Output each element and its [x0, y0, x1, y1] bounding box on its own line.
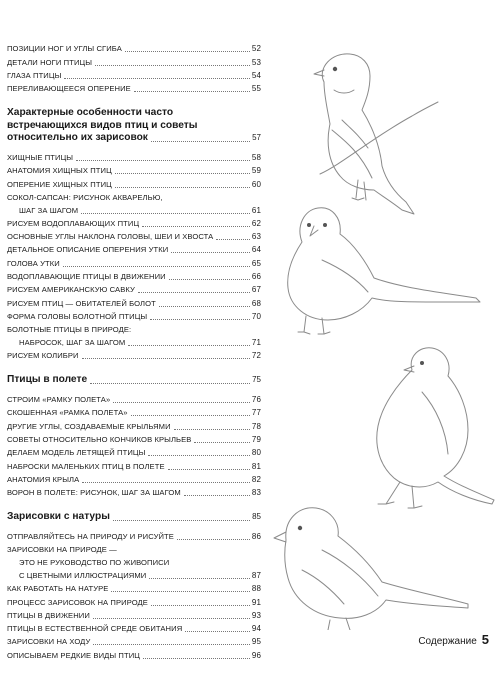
- dot-leader: [177, 539, 250, 540]
- toc-entry-title: РИСУЕМ КОЛИБРИ: [7, 351, 79, 361]
- toc-entry: [7, 406, 261, 419]
- dot-leader: [115, 187, 250, 188]
- toc-page-number: 60: [251, 179, 261, 189]
- toc-entry-title: РИСУЕМ ПТИЦ — ОБИТАТЕЛЕЙ БОЛОТ: [7, 298, 156, 308]
- toc-page-number: 88: [251, 584, 261, 594]
- toc-page-number: 91: [251, 597, 261, 607]
- toc-entry: [7, 349, 261, 362]
- toc-entry-title: ОТПРАВЛЯЙТЕСЬ НА ПРИРОДУ И РИСУЙТЕ: [7, 531, 174, 541]
- toc-page-number: 95: [251, 637, 261, 647]
- toc-page-number: 68: [251, 298, 261, 308]
- toc-entry-title: ВОРОН В ПОЛЕТЕ: РИСУНОК, ШАГ ЗА ШАГОМ: [7, 488, 181, 498]
- dot-leader: [142, 226, 250, 227]
- dot-leader: [90, 383, 250, 384]
- toc-section-heading: [7, 511, 261, 524]
- toc-entry: [7, 42, 261, 55]
- toc-entry: [7, 164, 261, 177]
- sparrow-sketch-3: [274, 508, 468, 630]
- toc-page-number: 54: [251, 70, 261, 80]
- table-of-contents: [7, 42, 261, 662]
- toc-entry-continuation-text: ЭТО НЕ РУКОВОДСТВО ПО ЖИВОПИСИ: [19, 557, 170, 567]
- toc-entry: [7, 530, 261, 543]
- toc-entry-continuation-text: НАБРОСОК, ШАГ ЗА ШАГОМ: [19, 337, 126, 347]
- toc-page-number: 83: [251, 488, 261, 498]
- toc-entry-title: СТРОИМ «РАМКУ ПОЛЕТА»: [7, 395, 111, 405]
- toc-page-number: 72: [251, 351, 261, 361]
- dot-leader: [82, 482, 250, 483]
- toc-page-number: 78: [251, 421, 261, 431]
- dot-leader: [95, 65, 250, 66]
- toc-entry-title: АНАТОМИЯ ХИЩНЫХ ПТИЦ: [7, 166, 112, 176]
- toc-entry: [7, 595, 261, 608]
- toc-entry: [7, 217, 261, 230]
- toc-entry: [7, 446, 261, 459]
- toc-entry-title: ПЕРЕЛИВАЮЩЕЕСЯ ОПЕРЕНИЕ: [7, 84, 131, 94]
- dot-leader: [185, 631, 250, 632]
- toc-intro-entries: [7, 42, 261, 95]
- toc-page-number: 65: [251, 258, 261, 268]
- toc-entry: [7, 82, 261, 95]
- dot-leader: [216, 239, 250, 240]
- toc-entry-title: ОПЕРЕНИЕ ХИЩНЫХ ПТИЦ: [7, 179, 112, 189]
- toc-page-number: 85: [252, 512, 261, 522]
- toc-entry-continuation-text: ШАГ ЗА ШАГОМ: [19, 205, 79, 215]
- toc-entry-continuation-text: С ЦВЕТНЫМИ ИЛЛЮСТРАЦИЯМИ: [19, 570, 147, 580]
- toc-page-number: 79: [251, 434, 261, 444]
- toc-entry: [7, 609, 261, 622]
- perched-bird-sketch: [314, 54, 438, 214]
- toc-page-number: 61: [251, 205, 261, 215]
- toc-entry-title: ГЛАЗА ПТИЦЫ: [7, 70, 62, 80]
- toc-page-number: 62: [251, 218, 261, 228]
- dot-leader: [134, 91, 250, 92]
- dot-leader: [82, 358, 250, 359]
- dot-leader: [150, 319, 250, 320]
- toc-entry-title: ДЕТАЛЬНОЕ ОПИСАНИЕ ОПЕРЕНИЯ УТКИ: [7, 245, 169, 255]
- dot-leader: [151, 141, 250, 142]
- toc-entry-title: НАБРОСКИ МАЛЕНЬКИХ ПТИЦ В ПОЛЕТЕ: [7, 461, 165, 471]
- toc-entry-title: ДРУГИЕ УГЛЫ, СОЗДАВАЕМЫЕ КРЫЛЬЯМИ: [7, 421, 171, 431]
- toc-entry: [7, 393, 261, 406]
- toc-entry: [7, 459, 261, 472]
- toc-entry: [7, 151, 261, 164]
- dot-leader: [138, 292, 250, 293]
- toc-entry-title: ОПИСЫВАЕМ РЕДКИЕ ВИДЫ ПТИЦ: [7, 650, 141, 660]
- dot-leader: [81, 213, 250, 214]
- toc-section-heading: [7, 374, 261, 387]
- toc-section-title-line: относительно их зарисовок: [7, 132, 148, 144]
- toc-entry: [7, 270, 261, 283]
- toc-page-number: 59: [251, 166, 261, 176]
- dot-leader: [174, 429, 250, 430]
- toc-section-heading: [7, 107, 261, 145]
- toc-entry-continuation: [7, 204, 261, 217]
- toc-page-number: 53: [251, 57, 261, 67]
- toc-entry: [7, 473, 261, 486]
- toc-entry-title: КАК РАБОТАТЬ НА НАТУРЕ: [7, 584, 109, 594]
- toc-entry-title: ЗАРИСОВКИ НА ПРИРОДЕ —: [7, 544, 117, 554]
- toc-entry: [7, 243, 261, 256]
- toc-page-number: 58: [251, 152, 261, 162]
- toc-page-number: 77: [251, 408, 261, 418]
- toc-entry: [7, 582, 261, 595]
- toc-entry: [7, 648, 261, 661]
- toc-entry: [7, 310, 261, 323]
- dot-leader: [159, 306, 250, 307]
- toc-entry-title: ПРОЦЕСС ЗАРИСОВОК НА ПРИРОДЕ: [7, 597, 148, 607]
- sparrow-sketch-1: [288, 208, 480, 334]
- toc-entry: [7, 55, 261, 68]
- dot-leader: [76, 160, 250, 161]
- toc-entry: [7, 622, 261, 635]
- toc-page-number: 82: [251, 474, 261, 484]
- dot-leader: [148, 455, 249, 456]
- dot-leader: [168, 469, 250, 470]
- toc-entry: [7, 177, 261, 190]
- toc-entry-title: БОЛОТНЫЕ ПТИЦЫ В ПРИРОДЕ:: [7, 324, 132, 334]
- toc-page-number: 94: [251, 624, 261, 634]
- toc-entry: [7, 69, 261, 82]
- dot-leader: [184, 495, 250, 496]
- toc-page-number: 75: [252, 375, 261, 385]
- toc-page-number: 52: [251, 44, 261, 54]
- toc-entry-title: РИСУЕМ ВОДОПЛАВАЮЩИХ ПТИЦ: [7, 218, 140, 228]
- toc-entry-title: ХИЩНЫЕ ПТИЦЫ: [7, 152, 74, 162]
- toc-entry-continuation: [7, 556, 261, 569]
- dot-leader: [113, 402, 250, 403]
- dot-leader: [169, 279, 250, 280]
- toc-entry-title: СКОШЕННАЯ «РАМКА ПОЛЕТА»: [7, 408, 128, 418]
- toc-entry: [7, 543, 261, 582]
- toc-page-number: 87: [251, 570, 261, 580]
- toc-entry-title: РИСУЕМ АМЕРИКАНСКУЮ САВКУ: [7, 285, 135, 295]
- toc-page-number: 71: [251, 337, 261, 347]
- dot-leader: [64, 78, 249, 79]
- footer-label: Содержание: [418, 636, 477, 647]
- dot-leader: [111, 591, 249, 592]
- toc-entry-title: ПТИЦЫ В ДВИЖЕНИИ: [7, 610, 90, 620]
- toc-section-title: Птицы в полете: [7, 374, 88, 386]
- toc-page-number: 67: [251, 285, 261, 295]
- page-number: 5: [481, 632, 489, 647]
- toc-entry: [7, 256, 261, 269]
- toc-page-number: 57: [252, 133, 261, 143]
- dot-leader: [143, 658, 250, 659]
- bird-sketches: [262, 30, 500, 630]
- dot-leader: [115, 173, 250, 174]
- toc-page-number: 64: [251, 245, 261, 255]
- toc-entry: [7, 191, 261, 217]
- toc-page-number: 63: [251, 232, 261, 242]
- dot-leader: [194, 442, 249, 443]
- toc-entry-title: ФОРМА ГОЛОВЫ БОЛОТНОЙ ПТИЦЫ: [7, 311, 148, 321]
- toc-entry-title: СОВЕТЫ ОТНОСИТЕЛЬНО КОНЧИКОВ КРЫЛЬЕВ: [7, 434, 192, 444]
- toc-page-number: 70: [251, 311, 261, 321]
- dot-leader: [63, 266, 250, 267]
- toc-entry-title: ДЕЛАЕМ МОДЕЛЬ ЛЕТЯЩЕЙ ПТИЦЫ: [7, 448, 146, 458]
- toc-entry-title: ДЕТАЛИ НОГИ ПТИЦЫ: [7, 57, 93, 67]
- dot-leader: [93, 618, 250, 619]
- toc-entry-title: ЗАРИСОВКИ НА ХОДУ: [7, 637, 91, 647]
- toc-sections: [7, 107, 261, 662]
- toc-section-title-last-line: [7, 132, 261, 145]
- toc-entry: [7, 296, 261, 309]
- dot-leader: [125, 51, 250, 52]
- toc-page-number: 66: [251, 272, 261, 282]
- dot-leader: [151, 605, 250, 606]
- toc-page-number: 76: [251, 395, 261, 405]
- toc-entry-title: ГОЛОВА УТКИ: [7, 258, 60, 268]
- toc-page-number: 96: [251, 650, 261, 660]
- toc-entry: [7, 230, 261, 243]
- toc-entry-title: ВОДОПЛАВАЮЩИЕ ПТИЦЫ В ДВИЖЕНИИ: [7, 272, 166, 282]
- page-footer: [418, 632, 489, 647]
- dot-leader: [131, 415, 250, 416]
- toc-entry: [7, 323, 261, 349]
- dot-leader: [128, 345, 250, 346]
- toc-page-number: 80: [251, 448, 261, 458]
- toc-entry-title: АНАТОМИЯ КРЫЛА: [7, 474, 80, 484]
- toc-section-title-line: Характерные особенности часто: [7, 107, 174, 119]
- toc-page-number: 93: [251, 610, 261, 620]
- toc-entry-title: ОСНОВНЫЕ УГЛЫ НАКЛОНА ГОЛОВЫ, ШЕИ И ХВОСТА: [7, 232, 214, 242]
- dot-leader: [171, 252, 250, 253]
- toc-section-title: Зарисовки с натуры: [7, 511, 110, 523]
- dot-leader: [113, 520, 250, 521]
- sparrow-sketch-2: [377, 348, 494, 508]
- toc-entry: [7, 433, 261, 446]
- dot-leader: [93, 644, 249, 645]
- toc-entry: [7, 419, 261, 432]
- toc-page-number: 86: [251, 531, 261, 541]
- toc-entry-title: ПОЗИЦИИ НОГ И УГЛЫ СГИБА: [7, 44, 122, 54]
- toc-entry-title: СОКОЛ-САПСАН: РИСУНОК АКВАРЕЛЬЮ,: [7, 192, 163, 202]
- toc-entry-title: ПТИЦЫ В ЕСТЕСТВЕННОЙ СРЕДЕ ОБИТАНИЯ: [7, 624, 183, 634]
- toc-page-number: 55: [251, 84, 261, 94]
- toc-section-title-line: встречающихся видов птиц и советы: [7, 119, 198, 131]
- dot-leader: [149, 578, 250, 579]
- toc-entry-continuation: [7, 569, 261, 582]
- toc-entry: [7, 486, 261, 499]
- toc-page-number: 81: [251, 461, 261, 471]
- toc-entry: [7, 635, 261, 648]
- toc-entry: [7, 283, 261, 296]
- toc-entry-continuation: [7, 336, 261, 349]
